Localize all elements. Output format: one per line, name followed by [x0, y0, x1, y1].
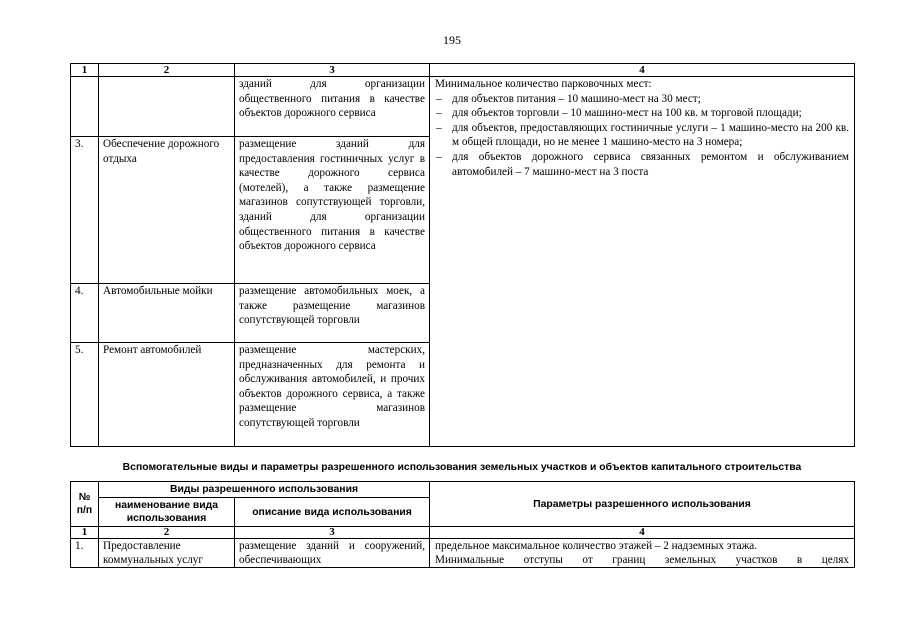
column-number-2: 2 — [99, 64, 235, 77]
row-number: 3. — [71, 137, 99, 284]
use-description: размещение зданий для предоставления гостиничных услуг в качестве дорожного сервиса (мотелей), а также размещение магазинов сопутствующей торговли, зданий для организации общественного питания в качестве объектов дорожного сервиса — [235, 137, 430, 284]
use-description: размещение мастерских, предназначенных для ремонта и обслуживания автомобилей, и прочих объектов дорожного сервиса, а также размещение магазинов сопутствующей торговли — [235, 343, 430, 447]
column-number-1: 1 — [71, 527, 99, 539]
use-name: Автомобильные мойки — [99, 284, 235, 343]
use-description: размещение зданий и сооружений, обеспечивающих — [235, 539, 430, 568]
column-number-3: 3 — [235, 64, 430, 77]
parking-item-text: для объектов торговли – 10 машино-мест на 100 кв. м торговой площади; — [452, 107, 802, 120]
dash-bullet: – — [436, 150, 442, 163]
dash-bullet: – — [436, 107, 442, 120]
row-number: 1. — [71, 539, 99, 568]
page-number: 195 — [443, 33, 461, 47]
column-number-row — [71, 64, 855, 77]
parking-item-text: для объектов дорожного сервиса связанных ремонтом и обслуживанием автомобилей – 7 машино-мест на 3 поста — [452, 150, 849, 178]
use-name: Предоставление коммунальных услуг — [99, 539, 235, 568]
parking-intro: Минимальное количество парковочных мест: — [435, 78, 652, 90]
use-name: Обеспечение дорожного отдыха — [99, 137, 235, 284]
header-parameters: Параметры разрешенного использования — [430, 482, 855, 527]
column-number-1: 1 — [71, 64, 99, 77]
use-name — [99, 77, 235, 137]
parameters-line: предельное максимальное количество этажей – 2 надземных этажа. — [435, 540, 758, 552]
auxiliary-use-table — [70, 481, 855, 568]
column-number-row — [71, 527, 855, 539]
column-number-4: 4 — [430, 64, 855, 77]
use-description: размещение автомобильных моек, а также размещение магазинов сопутствующей торговли — [235, 284, 430, 343]
column-number-4: 4 — [430, 527, 855, 539]
header-row — [71, 482, 855, 498]
use-description: зданий для организации общественного питания в качестве объектов дорожного сервиса — [235, 77, 430, 137]
parking-item-text: для объектов, предоставляющих гостиничные услуги – 1 машино-место на 200 кв. м общей площади, но не менее 1 машино-место на 3 номера; — [452, 121, 849, 149]
list-item — [435, 121, 849, 150]
list-item — [435, 150, 849, 179]
use-parameters — [430, 539, 855, 568]
use-name: Ремонт автомобилей — [99, 343, 235, 447]
header-types-group: Виды разрешенного использования — [99, 482, 430, 498]
list-item — [435, 106, 849, 121]
list-item — [435, 92, 849, 107]
row-number — [71, 77, 99, 137]
table-row — [71, 539, 855, 568]
parking-parameters — [430, 77, 855, 447]
column-number-3: 3 — [235, 527, 430, 539]
column-number-2: 2 — [99, 527, 235, 539]
permitted-use-table-continued — [70, 63, 855, 447]
header-type-name: наименование вида использования — [99, 498, 235, 527]
header-number: № п/п — [71, 482, 99, 527]
table-row — [71, 77, 855, 137]
parking-list — [435, 92, 849, 180]
dash-bullet: – — [436, 121, 442, 134]
parameters-line: Минимальные отступы от границ земельных участков в целях — [435, 554, 849, 566]
row-number: 4. — [71, 284, 99, 343]
dash-bullet: – — [436, 92, 442, 105]
section-title: Вспомогательные виды и параметры разрешенного использования земельных участков и объектов капитального строительства — [122, 462, 802, 473]
parking-item-text: для объектов питания – 10 машино-мест на 30 мест; — [452, 92, 701, 105]
row-number: 5. — [71, 343, 99, 447]
header-type-description: описание вида использования — [235, 498, 430, 527]
